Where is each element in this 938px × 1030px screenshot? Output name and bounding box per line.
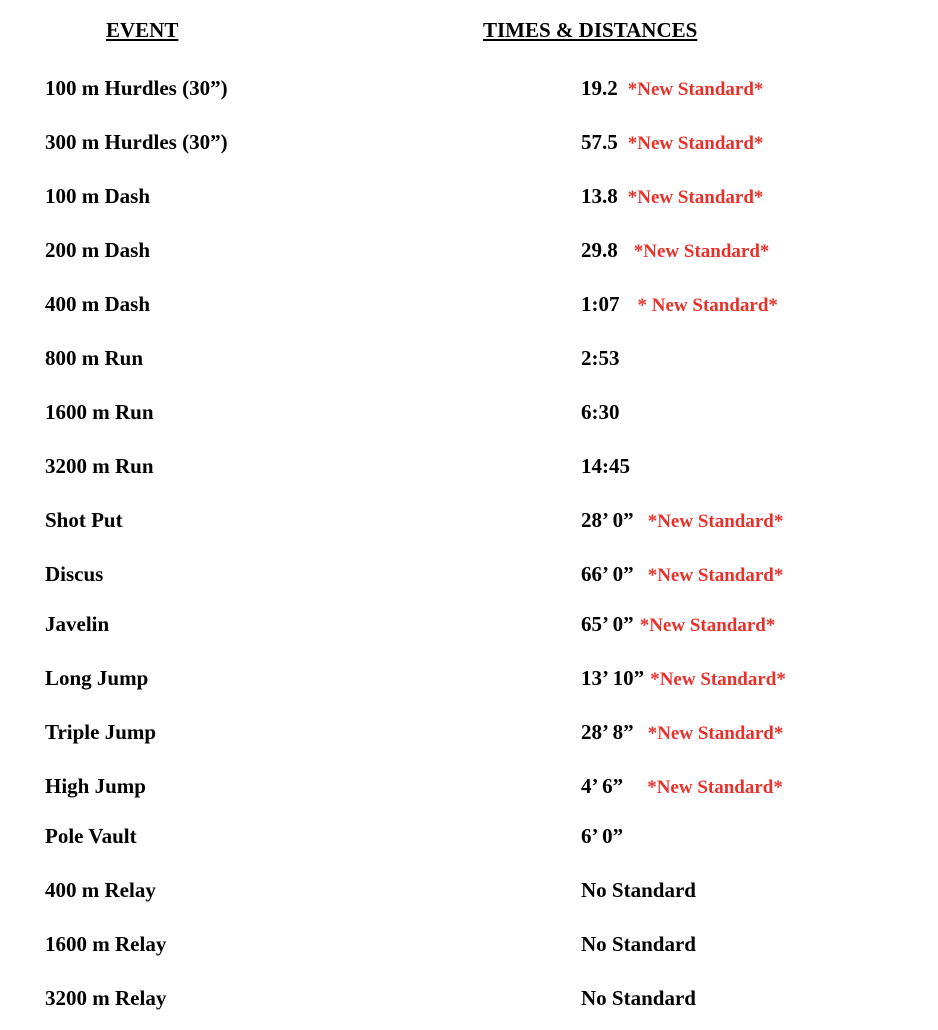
event-name: High Jump xyxy=(45,774,146,798)
table-row xyxy=(0,397,938,427)
event-name: 1600 m Run xyxy=(45,400,154,424)
new-standard-note: *New Standard* xyxy=(647,723,784,744)
event-value xyxy=(581,505,783,537)
table-row xyxy=(0,451,938,481)
table-row xyxy=(0,127,938,157)
table-row xyxy=(0,663,938,693)
event-value: No Standard xyxy=(581,986,696,1010)
value-text: 1:07 xyxy=(581,292,620,316)
value-text: 28’ 0” xyxy=(581,508,634,532)
event-value xyxy=(581,127,763,159)
event-value xyxy=(581,559,783,591)
event-name: 3200 m Relay xyxy=(45,986,167,1010)
value-text: 29.8 xyxy=(581,238,618,262)
table-row xyxy=(0,289,938,319)
new-standard-note: *New Standard* xyxy=(647,777,783,798)
event-name: Long Jump xyxy=(45,666,149,690)
new-standard-note: * New Standard* xyxy=(637,295,778,316)
table-row xyxy=(0,929,938,959)
event-name: Triple Jump xyxy=(45,720,157,744)
value-text: 28’ 8” xyxy=(581,720,634,744)
table-row xyxy=(0,505,938,535)
event-name: 1600 m Relay xyxy=(45,932,167,956)
value-text: 13’ 10” xyxy=(581,666,645,690)
event-name: 3200 m Run xyxy=(45,454,154,478)
event-value xyxy=(581,663,786,695)
new-standard-note: *New Standard* xyxy=(639,615,776,636)
event-name: Shot Put xyxy=(45,508,123,532)
table-row xyxy=(0,73,938,103)
table-row xyxy=(0,343,938,373)
event-name: 100 m Dash xyxy=(45,184,151,208)
event-name: 800 m Run xyxy=(45,346,144,370)
event-name: 200 m Dash xyxy=(45,238,151,262)
value-text: 19.2 xyxy=(581,76,618,100)
table-row xyxy=(0,771,938,801)
event-column-header: EVENT xyxy=(106,18,179,42)
new-standard-note: *New Standard* xyxy=(627,133,764,154)
new-standard-note: *New Standard* xyxy=(627,79,764,100)
new-standard-note: *New Standard* xyxy=(633,241,770,262)
event-name: 300 m Hurdles (30”) xyxy=(45,130,228,154)
value-text: 65’ 0” xyxy=(581,612,634,636)
event-value xyxy=(581,717,783,749)
event-value: No Standard xyxy=(581,878,696,902)
event-value: 2:53 xyxy=(581,346,620,370)
new-standard-note: *New Standard* xyxy=(627,187,764,208)
event-value: No Standard xyxy=(581,932,696,956)
event-name: Javelin xyxy=(45,612,110,636)
event-name: 400 m Dash xyxy=(45,292,151,316)
table-row xyxy=(0,983,938,1013)
event-name: Discus xyxy=(45,562,104,586)
table-row xyxy=(0,717,938,747)
table-row xyxy=(0,609,938,639)
table-row xyxy=(0,821,938,851)
event-value xyxy=(581,609,775,641)
event-value xyxy=(581,181,763,213)
value-text: 66’ 0” xyxy=(581,562,634,586)
event-name: 100 m Hurdles (30”) xyxy=(45,76,228,100)
new-standard-note: *New Standard* xyxy=(650,669,786,690)
event-value: 14:45 xyxy=(581,454,630,478)
event-value: 6’ 0” xyxy=(581,824,624,848)
event-value: 6:30 xyxy=(581,400,620,424)
event-value xyxy=(581,73,763,105)
table-row xyxy=(0,875,938,905)
value-text: 13.8 xyxy=(581,184,618,208)
event-value xyxy=(581,771,783,803)
event-name: Pole Vault xyxy=(45,824,137,848)
table-row xyxy=(0,559,938,589)
value-text: 4’ 6” xyxy=(581,774,624,798)
event-value xyxy=(581,235,769,267)
times-distances-column-header: TIMES & DISTANCES xyxy=(483,18,698,42)
value-text: 57.5 xyxy=(581,130,618,154)
table-row xyxy=(0,235,938,265)
new-standard-note: *New Standard* xyxy=(647,565,784,586)
new-standard-note: *New Standard* xyxy=(647,511,784,532)
event-value xyxy=(581,289,778,321)
event-name: 400 m Relay xyxy=(45,878,156,902)
table-row xyxy=(0,181,938,211)
